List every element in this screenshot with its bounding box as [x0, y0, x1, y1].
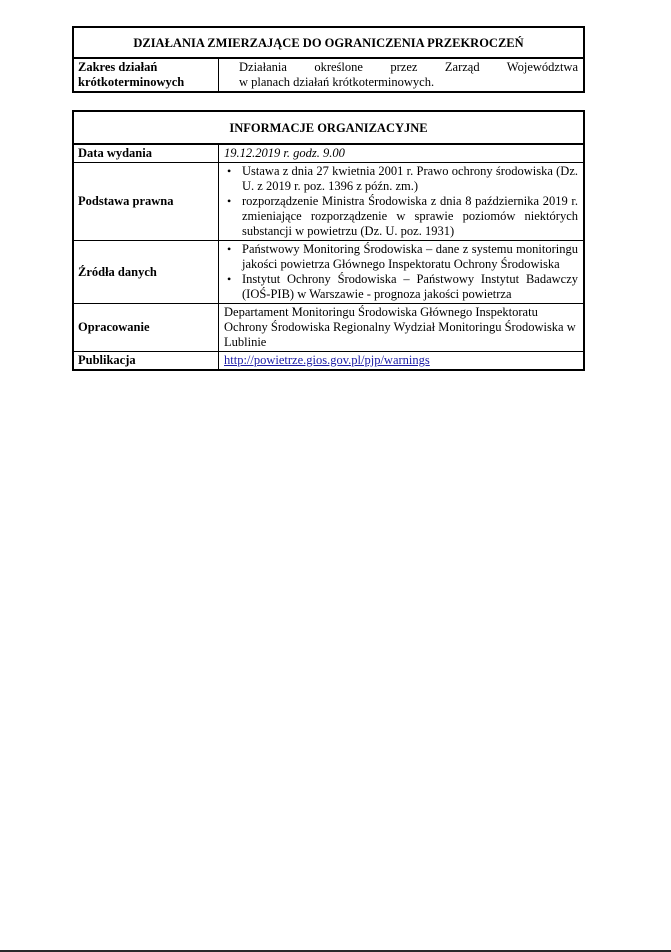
publication-link[interactable]: http://powietrze.gios.gov.pl/pjp/warnings	[224, 353, 430, 367]
legal-basis-label: Podstawa prawna	[73, 163, 219, 241]
list-item: • Ustawa z dnia 27 kwietnia 2001 r. Prawo ochrony środowiska (Dz. U. z 2019 r. poz. 1396 z późn. zm.)	[242, 164, 578, 194]
prepared-by-value: Departament Monitoringu Środowiska Głównego Inspektoratu Ochrony Środowiska Regionalny Wydział Monitoringu Środowiska w Lublinie	[219, 304, 585, 352]
short-term-value-line1: Działania określone przez Zarząd Województwa	[239, 60, 578, 74]
table-row	[73, 241, 584, 304]
table-row	[73, 144, 584, 163]
data-sources-label: Źródła danych	[73, 241, 219, 304]
short-term-actions-table	[72, 26, 585, 93]
prepared-by-label: Opracowanie	[73, 304, 219, 352]
legal-basis-value	[219, 163, 585, 241]
list-item: • Państwowy Monitoring Środowiska – dane z systemu monitoringu jakości powietrza Głównego Inspektoratu Ochrony Środowiska	[242, 242, 578, 272]
publication-value	[219, 352, 585, 371]
table-row	[73, 304, 584, 352]
short-term-value	[219, 58, 585, 92]
table-row	[73, 352, 584, 371]
publication-label: Publikacja	[73, 352, 219, 371]
table-row	[73, 163, 584, 241]
date-value: 19.12.2019 r. godz. 9.00	[219, 144, 585, 163]
org-info-heading: INFORMACJE ORGANIZACYJNE	[73, 111, 584, 144]
short-term-heading: DZIAŁANIA ZMIERZAJĄCE DO OGRANICZENIA PRZEKROCZEŃ	[73, 27, 584, 58]
legal-basis-list	[224, 164, 578, 239]
organizational-info-table	[72, 110, 585, 371]
list-item: • rozporządzenie Ministra Środowiska z dnia 8 października 2019 r. zmieniające rozporządzenie w sprawie poziomów niektórych substancji w powietrzu (Dz. U. poz. 1931)	[242, 194, 578, 239]
data-sources-value	[219, 241, 585, 304]
short-term-label: Zakres działań krótkoterminowych	[73, 58, 219, 92]
short-term-value-line2: w planach działań krótkoterminowych.	[239, 75, 435, 89]
list-item: • Instytut Ochrony Środowiska – Państwowy Instytut Badawczy (IOŚ-PIB) w Warszawie - prognoza jakości powietrza	[242, 272, 578, 302]
data-sources-list	[224, 242, 578, 302]
date-label: Data wydania	[73, 144, 219, 163]
